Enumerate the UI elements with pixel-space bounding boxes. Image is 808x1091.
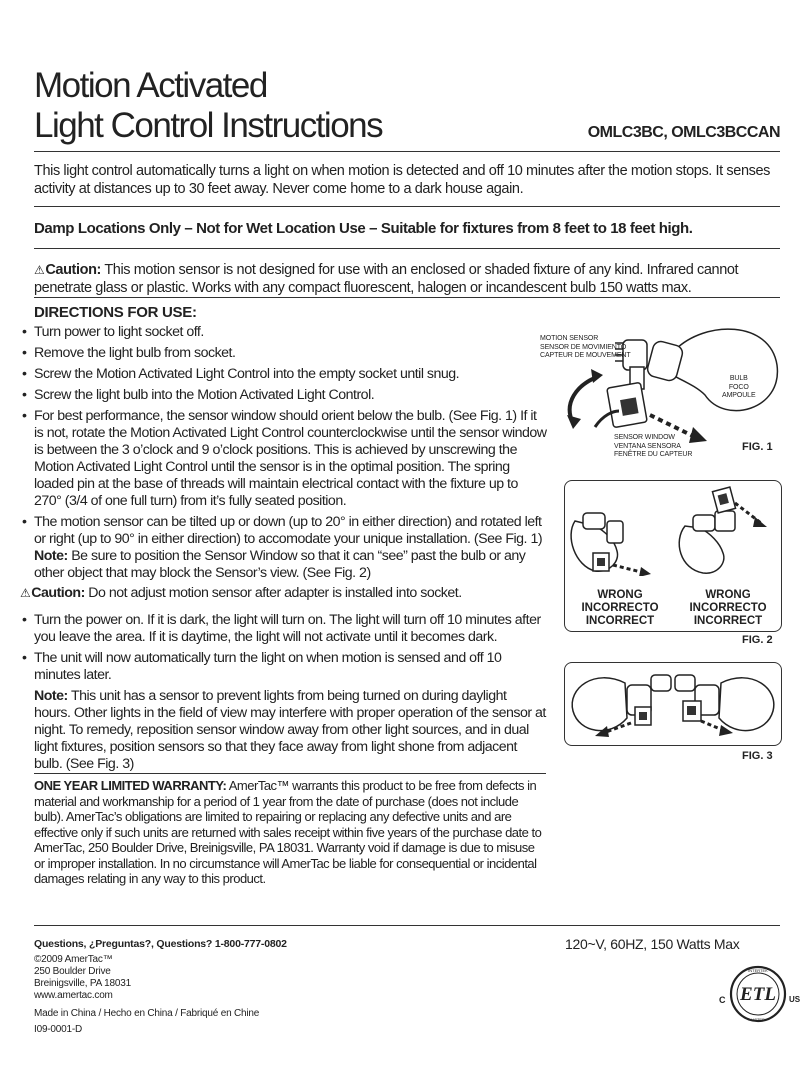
label-line: VENTANA SENSORA [614,442,681,450]
questions-phone: Questions, ¿Preguntas?, Questions? 1-800-777-0802 [34,938,287,950]
note-block [34,548,544,582]
etl-c-mark: C [719,995,726,1005]
caution-label: Caution: [31,585,85,601]
list-item: • The unit will now automatically turn the light on when motion is sensed and off 10 minutes later. [22,650,502,683]
etl-listed-logo [727,963,789,1025]
label-line: AMPOULE [722,392,756,399]
caution-label: Caution: [45,262,101,278]
electrical-rating: 120~V, 60HZ, 150 Watts Max [565,936,740,952]
label-line: INCORRECT [585,615,655,627]
fig-2-illustration [565,481,781,576]
sensor-label [540,335,631,361]
warranty-label: ONE YEAR LIMITED WARRANTY: [34,778,227,793]
wrong-label-left [565,589,675,628]
intro-text: This light control automatically turns a light on when motion is detected and off 10 minutes after the motion stops. It senses activity at distances up to 30 feet away. Never come home to a dark house again. [34,163,770,197]
label-line: INCORRECTO [581,602,659,614]
document-code: I09-0001-D [34,1024,83,1035]
warranty-block [34,778,546,887]
directions-list [22,324,548,552]
label-line: BULB [729,375,748,382]
title-line-1: Motion Activated [34,66,267,105]
step-text: The motion sensor can be tilted up or down (up to 20° in either direction) and rotated left or right (up to 90° in either direction) to accomodate your unique installation. (See Fig. 1) [34,514,543,547]
warning-icon: ⚠ [20,586,31,600]
etl-us-mark: US [789,995,801,1004]
step-text: For best performance, the sensor window should orient below the bulb. (See Fig. 1) If it is not, rotate the Motion Activated Light Control counterclockwise until the sensor window is between the 3 o’clock and 9 o’clock positions. This is achieved by unscrewing the Motion Activated Light Control until the sensor is in the optimal position. The spring loaded pin at the base of threads will maintain electrical contact with the fixture up to 270° (3/4 of one full turn) from it’s fully seated position. [34,408,547,509]
divider [34,297,780,298]
fig-3-illustration [565,663,781,745]
label-line: MOTION SENSOR [540,335,599,342]
caution-text: Do not adjust motion sensor after adapter is installed into socket. [84,585,462,601]
warranty-text: AmerTac™ warrants this product to be free from defects in material and workmanship for a period of 1 year from the date of purchase (does not include bulb). AmerTac’s obligations are limited to repairing or replacing any defective units and are effective only if such units are returned with sales receipt within five years of the purchase date to AmerTac, 250 Boulder Drive, Breinigsville, PA 18031. Warranty void if damage is due to misuse or improper installation. In no circumstance will AmerTac be liable for consequential or incidental damages relating in any way to this product. [34,778,542,886]
website: www.amertac.com [34,990,113,1001]
note-text: This unit has a sensor to prevent lights from being turned on during daylight hours. Other lights in the field of view may interfere with proper operation of the sensor at night. To remedy, reposition sensor window away from other light sources, and in dual light fixtures, position sensors so that they face away from light shone from adjacent bulb. (See Fig. 3) [34,688,546,772]
fig-3-box [564,662,782,746]
caution-text: This motion sensor is not designed for use with an enclosed or shaded fixture of any kind. Infrared cannot penetrate glass or plastic. Works with any compact fluorescent, halogen or incandescent bulb 150 watts max. [34,262,739,296]
step-text: Screw the light bulb into the Motion Activated Light Control. [34,387,375,403]
step-text: Turn the power on. If it is dark, the light will turn on. The light will turn off 10 minutes after you leave the area. If it is daytime, the light will not activate until it becomes dark. [34,612,541,645]
etl-bottom-text: LISTED [750,1017,766,1022]
etl-top-text: INTERTEK [748,968,768,973]
list-item: • The motion sensor can be tilted up or down (up to 20° in either direction) and rotated left or right (up to 90° in either direction) to accomodate your unique installation. (See Fig. 1) [22,514,543,547]
page-title [34,66,382,146]
list-item: • Screw the light bulb into the Motion Activated Light Control. [22,387,375,403]
label-line: INCORRECTO [689,602,767,614]
fig-1-caption: FIG. 1 [742,441,773,453]
note-label: Note: [34,548,68,564]
note-label: Note: [34,688,68,704]
label-line: WRONG [597,589,643,601]
footer-info [34,938,287,1036]
window-label [614,434,692,460]
divider [34,248,780,249]
copyright: ©2009 AmerTac™ [34,954,113,965]
label-line: FENÊTRE DU CAPTEUR [614,451,693,458]
directions-title: DIRECTIONS FOR USE: [34,304,197,321]
warning-icon: ⚠ [34,263,45,277]
bulb-label [722,375,756,401]
divider [34,773,546,774]
address-line: 250 Boulder Drive [34,966,111,977]
list-item: • Remove the light bulb from socket. [22,345,236,361]
step-text: Turn power to light socket off. [34,324,204,340]
label-line: WRONG [705,589,751,601]
list-item: • Turn the power on. If it is dark, the light will turn on. The light will turn off 10 minutes after you leave the area. If it is daytime, the light will not activate until it becomes dark. [22,612,541,645]
step-text: Remove the light bulb from socket. [34,345,236,361]
divider [34,206,780,207]
caution-block [20,585,560,602]
step-text: Screw the Motion Activated Light Control into the empty socket until snug. [34,366,460,382]
damp-notice: Damp Locations Only – Not for Wet Location Use – Suitable for fixtures from 8 feet to 18 feet high. [34,220,693,237]
label-line: SENSOR DE MOVIMIENTO [540,343,627,351]
list-item: • Turn power to light socket off. [22,324,204,340]
list-item: • For best performance, the sensor window should orient below the bulb. (See Fig. 1) If it is not, rotate the Motion Activated Light Control counterclockwise until the sensor window is between the 3 o’clock and 9 o’clock positions. This is achieved by unscrewing the Motion Activated Light Control until the sensor is in the optimal position. The spring loaded pin at the base of threads will maintain electrical contact with the fixture up to 270° (3/4 of one full turn) from it’s fully seated position. [22,408,547,509]
caution-block [34,261,782,297]
model-numbers: OMLC3BC, OMLC3BCCAN [587,124,780,141]
svg-text:ETL: ETL [740,984,776,1005]
made-in: Made in China / Hecho en China / Fabriqué en Chine [34,1008,260,1019]
label-line: SENSOR WINDOW [614,434,675,441]
fig-3-caption: FIG. 3 [742,750,773,762]
note-text: Be sure to position the Sensor Window so that it can “see” past the bulb or any other object that may block the Sensor’s view. (See Fig. 2) [34,548,526,581]
divider [34,151,780,152]
label-line: FOCO [728,383,749,391]
label-line: INCORRECT [693,615,763,627]
divider [34,925,780,926]
address-line: Breinigsville, PA 18031 [34,978,131,989]
fig-2-box [564,480,782,632]
title-line-2: Light Control Instructions [34,106,383,145]
list-item: • Screw the Motion Activated Light Control into the empty socket until snug. [22,366,460,382]
step-text: The unit will now automatically turn the light on when motion is sensed and off 10 minutes later. [34,650,502,683]
fig-2-caption: FIG. 2 [742,634,773,646]
label-line: CAPTEUR DE MOUVEMENT [540,352,631,359]
note-block [34,688,546,773]
wrong-label-right [675,589,781,628]
directions-list-2 [22,612,548,688]
